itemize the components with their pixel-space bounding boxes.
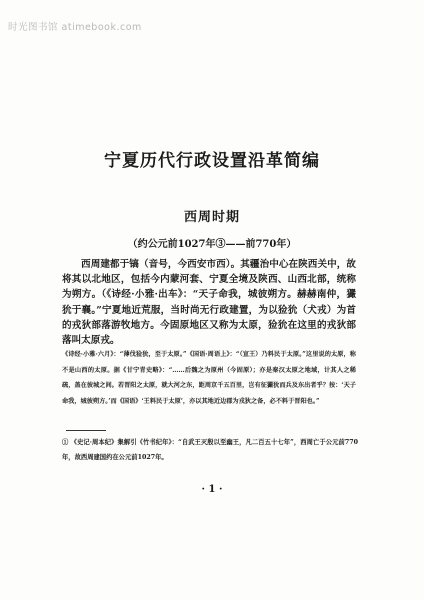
- period-subtitle: （约公元前1027年③——前770年）: [127, 239, 297, 250]
- citation-notes: 《诗经·小雅·六月》：“薄伐猃狁，至于太原。”《国语·周语上》：“（宣王）乃料民于太原。”这里说的太原，称不是山西的太原。据《甘宁青史略》：“……后魏之为原州（今固原）；亦是秦汉太原之地域，计其人之稀疏，盖在彼城之间。若晋阳之太原，就大河之东，距周京千五百里，岂有征玁狁而兵及东出者乎？按：‘天子命我，城彼朔方。’而《国语》‘王料民于太原’，亦以其地近边郡为戎狄之备，必不料于晋阳也。”: [62, 351, 356, 405]
- page-number: · 1 ·: [201, 484, 223, 495]
- body-text: 西周建都于镐（音号，今西安市西）。其疆治中心在陕西关中，故将其以北地区，包括今内蒙河套、宁夏全境及陕西、山西北部，统称为朔方。（《诗经·小雅·出车》：“天子命我，城彼朔方。赫赫南仲，玁狁于襄。”宁夏地近荒服，当时尚无行政建置，为以猃狁（犬戎）为首的戎狄部落游牧地方。今固原地区又称为太原，猃狁在这里的戎狄部落叫太原戎。: [62, 259, 356, 347]
- footnote-divider: [66, 430, 106, 431]
- section-title: 西周时期: [183, 210, 240, 225]
- watermark: 时光图书馆 atimebook.com: [8, 22, 142, 33]
- footnote: ① 《史记·周本纪》集解引《竹书纪年》：“自武王灭殷以至幽王，凡二百五十七年”，西周亡于公元前770年，故西周建国约在公元前1027年。: [62, 439, 358, 461]
- body-paragraph: [62, 257, 356, 348]
- page-title: 宁夏历代行政设置沿革简编: [104, 151, 320, 171]
